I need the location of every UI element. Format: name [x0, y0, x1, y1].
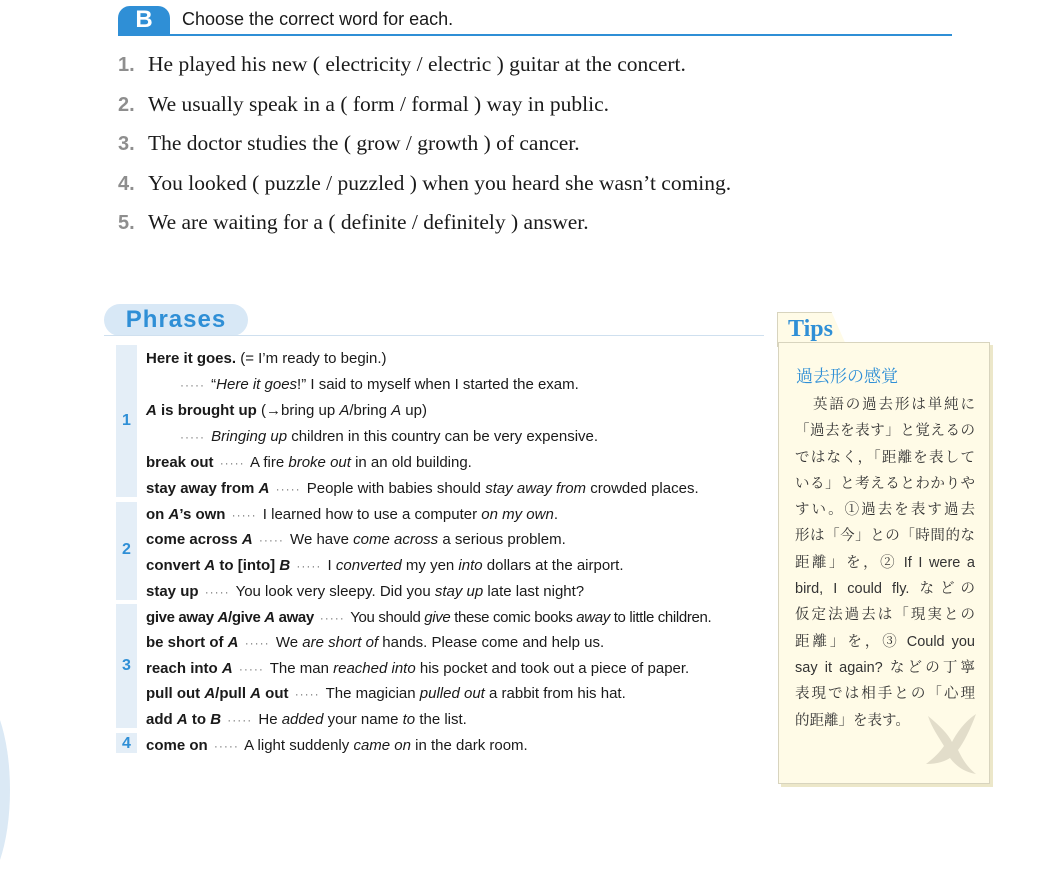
- group-number: 3: [122, 657, 131, 674]
- example-text: I: [323, 557, 336, 574]
- question-number: 1.: [118, 54, 135, 76]
- example-text: my yen: [401, 557, 459, 574]
- phrase-var: B: [210, 711, 222, 728]
- tips-line: すい。①過去を表す過去: [795, 502, 975, 519]
- example-text: He: [254, 711, 282, 728]
- example-italic: stay away from: [485, 480, 587, 497]
- phrase-note: /bring: [349, 402, 392, 419]
- phrase-head: to: [187, 711, 211, 728]
- example-italic: give: [424, 609, 451, 626]
- group-number: 1: [122, 412, 131, 429]
- tips-line: 表現では相手との「心理: [795, 686, 975, 703]
- dots: ·····: [258, 533, 284, 547]
- example-text: The man: [265, 660, 334, 677]
- dots: ·····: [227, 713, 253, 727]
- example-italic: broke out: [288, 454, 351, 471]
- example-italic: added: [281, 711, 324, 728]
- example-text: “: [211, 376, 217, 393]
- tips-body: [795, 393, 975, 735]
- phrase-head: out: [261, 685, 289, 702]
- example-italic: come across: [353, 531, 439, 548]
- tips-title: 過去形の感覚: [796, 367, 898, 386]
- example-italic: to: [402, 711, 416, 728]
- phrase-var: A: [204, 685, 216, 702]
- phrase-note: (= I’m ready to begin.): [236, 350, 387, 367]
- phrase-head: break out: [146, 454, 214, 471]
- phrase-var: A: [176, 711, 188, 728]
- tips-line: 「過去を表す」と覚えるの: [795, 423, 975, 440]
- example-text: crowded places.: [586, 480, 699, 497]
- question-number: 4.: [118, 172, 135, 195]
- phrase-entry: [146, 582, 584, 602]
- example-italic: came on: [353, 737, 411, 754]
- tips-label: Tips: [788, 316, 833, 342]
- example-text: We have: [285, 531, 354, 548]
- question-number: 3.: [118, 133, 135, 155]
- dots: ·····: [296, 559, 322, 573]
- example-text: The magician: [321, 685, 420, 702]
- phrase-var: A: [391, 402, 402, 419]
- phrase-entry: [146, 633, 604, 653]
- question-text: He played his new ( electricity / electric ) guitar at the concert.: [148, 52, 686, 76]
- phrase-entry: [146, 479, 699, 499]
- question-number: 2.: [118, 93, 135, 116]
- tips-line: 英語の過去形は単純に: [813, 397, 975, 413]
- phrase-var: A: [258, 480, 270, 497]
- example-text: !” I said to myself when I started the exam.: [297, 376, 579, 393]
- tips-line: 距離」を，③ Could you: [795, 633, 975, 650]
- example-text: to little children.: [609, 609, 712, 626]
- dots: ·····: [219, 456, 245, 470]
- example-text: A light suddenly: [240, 737, 354, 754]
- example-text: .: [553, 506, 558, 523]
- dots: ·····: [180, 378, 205, 392]
- phrase-entry: [146, 608, 711, 628]
- section-b-instruction: Choose the correct word for each.: [182, 9, 454, 29]
- phrase-head: convert: [146, 557, 205, 574]
- phrase-entry: [146, 349, 387, 369]
- phrase-example: [178, 375, 579, 395]
- phrase-var: A: [250, 685, 262, 702]
- example-text: children in this country can be very expensive.: [287, 428, 599, 445]
- phrase-var: A: [241, 531, 253, 548]
- question-item: [118, 210, 978, 250]
- phrase-head: stay away from: [146, 480, 259, 497]
- phrase-entry: [146, 530, 566, 550]
- phrase-head: away: [274, 609, 314, 626]
- section-b-header: [118, 4, 952, 36]
- decorative-arc: [0, 690, 10, 890]
- example-italic: reached into: [333, 660, 416, 677]
- phrase-head: give away: [146, 609, 218, 626]
- example-text: You look very sleepy. Did you: [231, 583, 435, 600]
- dots: ·····: [238, 662, 264, 676]
- phrase-var: A: [227, 634, 239, 651]
- tips-line: 仮定法過去は「現実との: [795, 607, 975, 624]
- phrase-entry: [146, 453, 472, 473]
- example-text: the list.: [415, 711, 467, 728]
- example-text: a serious problem.: [438, 531, 566, 548]
- tips-line: bird, I could fly. などの: [795, 581, 975, 598]
- phrases-divider: [104, 335, 764, 336]
- phrase-var: A: [221, 660, 233, 677]
- example-text: You should: [346, 609, 425, 626]
- question-text: The doctor studies the ( grow / growth ) of cancer.: [148, 131, 580, 155]
- phrase-entry: [146, 401, 427, 421]
- phrase-entry: [146, 684, 626, 704]
- example-text: his pocket and took out a piece of paper.: [415, 660, 690, 677]
- question-item: [118, 52, 978, 92]
- phrases-heading: Phrases: [104, 304, 248, 336]
- phrase-head: reach into: [146, 660, 222, 677]
- dots: ·····: [231, 508, 257, 522]
- phrase-head: add: [146, 711, 177, 728]
- phrase-head: on: [146, 506, 169, 523]
- example-italic: converted: [335, 557, 402, 574]
- phrase-head: /give: [228, 609, 265, 626]
- example-italic: into: [458, 557, 483, 574]
- phrase-note: up): [401, 402, 427, 419]
- dots: ·····: [319, 611, 345, 625]
- phrase-head: stay up: [146, 583, 199, 600]
- question-item: [118, 92, 978, 132]
- example-text: We: [271, 634, 303, 651]
- example-text: dollars at the airport.: [482, 557, 624, 574]
- question-item: [118, 171, 978, 211]
- phrase-note: (→bring up: [256, 402, 340, 419]
- phrase-head: /pull: [215, 685, 251, 702]
- example-text: in an old building.: [350, 454, 472, 471]
- tips-line: 距離」を，② If I were a: [795, 554, 975, 571]
- question-item: [118, 131, 978, 171]
- example-italic: on my own: [481, 506, 554, 523]
- dots: ·····: [204, 585, 230, 599]
- example-italic: pulled out: [419, 685, 485, 702]
- example-text: in the dark room.: [410, 737, 528, 754]
- example-text: A fire: [246, 454, 289, 471]
- phrase-head: pull out: [146, 685, 205, 702]
- dots: ·····: [244, 636, 270, 650]
- phrase-head: come across: [146, 531, 242, 548]
- phrase-entry: [146, 659, 689, 679]
- example-italic: Bringing up: [211, 428, 288, 445]
- phrase-head: to [into]: [215, 557, 280, 574]
- question-text: We usually speak in a ( form / formal ) way in public.: [148, 91, 609, 116]
- phrase-var: B: [279, 557, 291, 574]
- phrase-entry: [146, 710, 467, 730]
- dots: ·····: [275, 482, 301, 496]
- question-number: 5.: [118, 212, 135, 234]
- phrase-var: A: [168, 506, 180, 523]
- phrase-var: A: [264, 609, 275, 626]
- tips-line: いる」と考えるとわかりや: [795, 475, 975, 492]
- example-text: your name: [323, 711, 403, 728]
- group-number: 2: [122, 541, 131, 558]
- phrase-example: [178, 427, 598, 447]
- example-italic: are short of: [302, 634, 379, 651]
- example-text: People with babies should: [302, 480, 486, 497]
- question-text: We are waiting for a ( definite / definitely ) answer.: [148, 210, 589, 234]
- example-text: late last night?: [483, 583, 585, 600]
- phrase-head: be short of: [146, 634, 228, 651]
- group-number: 4: [122, 735, 131, 752]
- bird-icon: [920, 708, 980, 778]
- phrase-var: A: [204, 557, 216, 574]
- phrase-var: A: [339, 402, 350, 419]
- example-italic: stay up: [434, 583, 484, 600]
- question-list: [118, 52, 978, 250]
- dots: ·····: [213, 739, 239, 753]
- dots: ·····: [294, 687, 320, 701]
- tips-line: say it again? などの丁寧: [795, 659, 975, 676]
- question-text: You looked ( puzzle / puzzled ) when you heard she wasn’t coming.: [148, 170, 732, 195]
- phrase-entry: [146, 505, 558, 525]
- example-italic: away: [576, 609, 610, 626]
- dots: ·····: [180, 430, 205, 444]
- phrase-entry: [146, 556, 624, 576]
- phrase-head: ’s own: [179, 506, 226, 523]
- phrase-entry: [146, 736, 528, 756]
- phrase-head: Here it goes.: [146, 350, 237, 367]
- tips-line: ではなく，「距離を表して: [795, 449, 975, 466]
- example-text: a rabbit from his hat.: [484, 685, 626, 702]
- section-b-badge: B: [118, 6, 170, 34]
- example-text: hands. Please come and help us.: [378, 634, 605, 651]
- phrase-var: A: [217, 609, 229, 626]
- example-italic: Here it goes: [216, 376, 298, 393]
- tips-line: 的距離」を表す。: [795, 712, 910, 729]
- phrase-head: is brought up: [156, 402, 257, 419]
- phrase-head: come on: [146, 737, 208, 754]
- example-text: these comic books: [450, 609, 577, 626]
- phrase-var: A: [146, 402, 157, 419]
- tips-line: 形は「今」との「時間的な: [795, 528, 975, 545]
- example-text: I learned how to use a computer: [258, 506, 482, 523]
